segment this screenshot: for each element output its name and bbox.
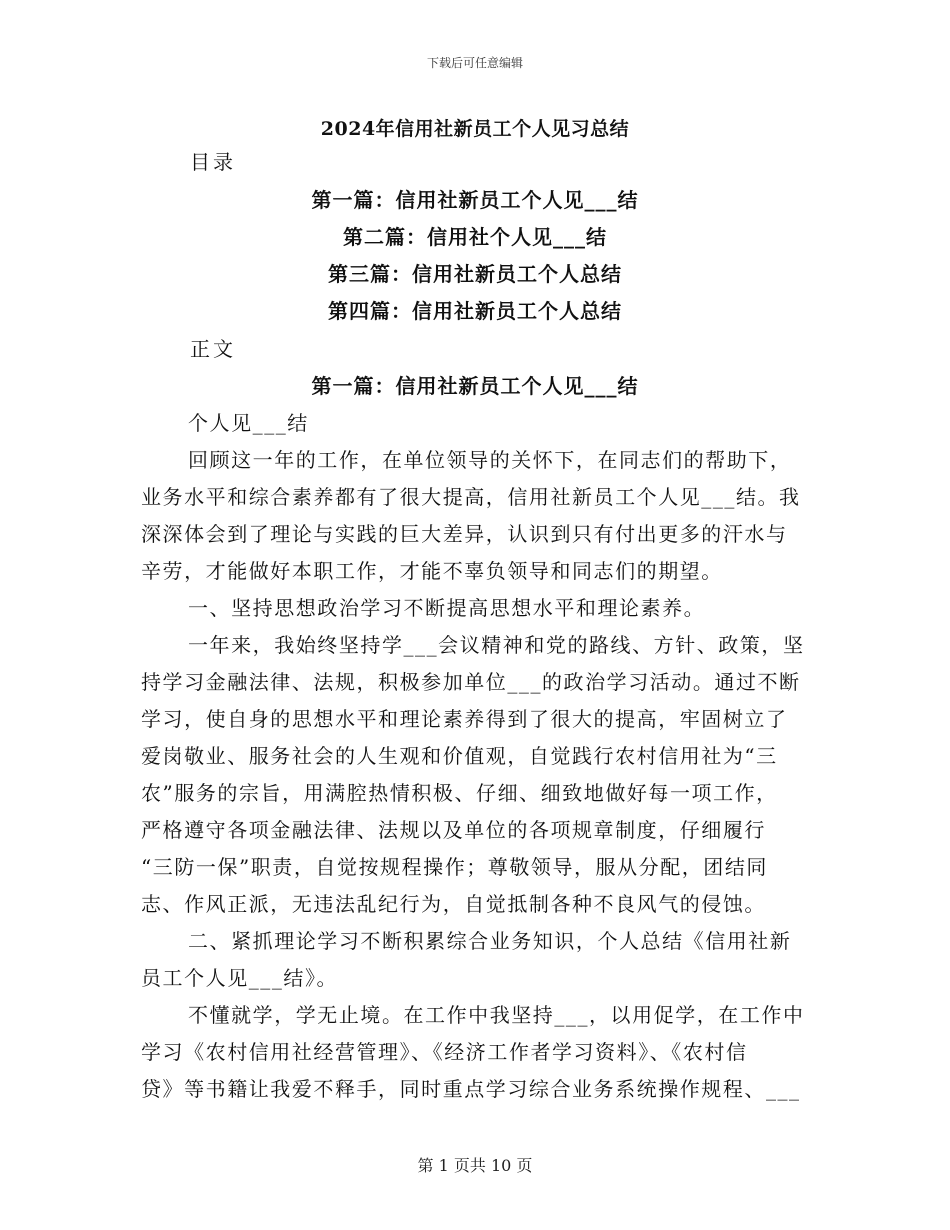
- text-line: 学习，使自身的思想水平和理论素养得到了很大的提高，牢固树立了: [141, 707, 788, 731]
- text-line: “三防一保”职责，自觉按规程操作；尊敬领导，服从分配，团结同: [141, 855, 768, 879]
- text-line: 一、坚持思想政治学习不断提高思想水平和理论素养。: [188, 596, 706, 620]
- text-line: 一年来，我始终坚持学___会议精神和党的路线、方针、政策，坚: [188, 633, 805, 657]
- text-line: 员工个人见___结》。: [141, 966, 339, 990]
- text-line: 个人见___结: [188, 411, 309, 435]
- text-line: 持学习金融法律、法规，积极参加单位___的政治学习活动。通过不断: [141, 670, 801, 694]
- text-line: 二、紧抓理论学习不断积累综合业务知识，个人总结《信用社新: [188, 929, 792, 953]
- text-line: 不懂就学，学无止境。在工作中我坚持___，以用促学，在工作中: [188, 1003, 805, 1027]
- toc-item: 第三篇：信用社新员工个人总结: [328, 262, 622, 286]
- page-footer: 第 1 页共 10 页: [417, 1156, 533, 1175]
- text-line: 农”服务的宗旨，用满腔热情积极、仔细、细致地做好每一项工作，: [141, 781, 778, 805]
- text-line: 志、作风正派，无违法乱纪行为，自觉抵制各种不良风气的侵蚀。: [141, 892, 766, 916]
- body-label: 正文: [190, 337, 236, 361]
- toc-item: 第四篇：信用社新员工个人总结: [328, 299, 622, 323]
- section-heading: 第一篇：信用社新员工个人见___结: [311, 374, 639, 398]
- header-note: 下载后可任意编辑: [426, 56, 523, 70]
- text-line: 回顾这一年的工作，在单位领导的关怀下，在同志们的帮助下，: [188, 448, 792, 472]
- text-line: 严格遵守各项金融法律、法规以及单位的各项规章制度，仔细履行: [141, 818, 766, 842]
- text-line: 辛劳，才能做好本职工作，才能不辜负领导和同志们的期望。: [141, 559, 723, 583]
- text-line: 业务水平和综合素养都有了很大提高，信用社新员工个人见___结。我: [141, 485, 801, 509]
- text-line: 贷》等书籍让我爱不释手，同时重点学习综合业务系统操作规程、___: [141, 1077, 801, 1101]
- text-line: 学习《农村信用社经营管理》、《经济工作者学习资料》、《农村信: [141, 1040, 748, 1064]
- text-line: 深深体会到了理论与实践的巨大差异，认识到只有付出更多的汗水与: [141, 522, 788, 546]
- toc-item: 第一篇：信用社新员工个人见___结: [311, 188, 639, 212]
- text-line: 爱岗敬业、服务社会的人生观和价值观，自觉践行农村信用社为“三: [141, 744, 778, 768]
- toc-item: 第二篇：信用社个人见___结: [343, 225, 607, 249]
- toc-label: 目录: [190, 150, 236, 174]
- document-title: 2024年信用社新员工个人见习总结: [320, 118, 630, 140]
